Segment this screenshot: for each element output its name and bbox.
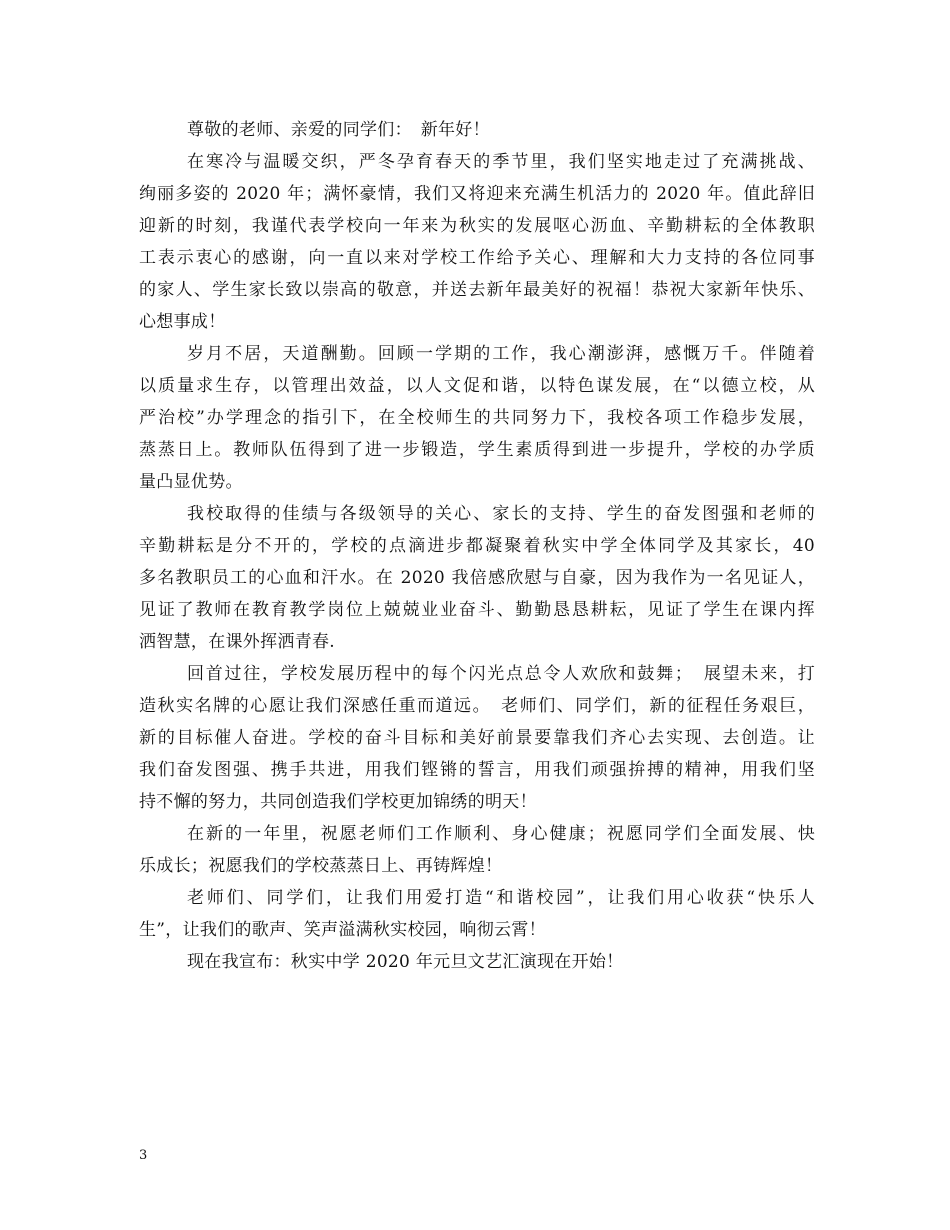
text-line: 以质量求生存，以管理出效益，以人文促和谐，以特色谋发展，在“以德立校，从 <box>139 376 815 396</box>
text-line: 心想事成！ <box>139 312 226 332</box>
text-line: 在新的一年里，祝愿老师们工作顺利、身心健康；祝愿同学们全面发展、快 <box>187 824 815 844</box>
text-line: 严治校”办学理念的指引下，在全校师生的共同努力下，我校各项工作稳步发展， <box>139 408 815 428</box>
text-line: 量凸显优势。 <box>139 472 243 492</box>
text-line: 老师们、同学们，让我们用爱打造“和谐校园”，让我们用心收获“快乐人 <box>187 888 815 908</box>
text-line: 蒸蒸日上。教师队伍得到了进一步锻造，学生素质得到进一步提升，学校的办学质 <box>139 440 815 460</box>
text-line: 洒智慧，在课外挥洒青春. <box>139 632 336 652</box>
text-line: 绚丽多姿的 2020 年；满怀豪情，我们又将迎来充满生机活力的 2020 年。值此辞旧 <box>139 184 815 204</box>
text-line: 辛勤耕耘是分不开的，学校的点滴进步都凝聚着秋实中学全体同学及其家长，40 <box>139 536 815 556</box>
text-line: 乐成长；祝愿我们的学校蒸蒸日上、再铸辉煌！ <box>139 856 503 876</box>
text-line: 回首过往，学校发展历程中的每个闪光点总令人欢欣和鼓舞； 展望未来，打 <box>187 664 815 684</box>
text-line: 我们奋发图强、携手共进，用我们铿锵的誓言，用我们顽强拚搏的精神，用我们坚 <box>139 760 815 780</box>
speech-body <box>139 114 815 978</box>
text-line: 的家人、学生家长致以崇高的敬意，并送去新年最美好的祝福！恭祝大家新年快乐、 <box>139 280 815 300</box>
text-line: 现在我宣布：秋实中学 2020 年元旦文艺汇演现在开始！ <box>187 952 624 972</box>
text-line: 在寒冷与温暖交织，严冬孕育春天的季节里，我们坚实地走过了充满挑战、 <box>187 152 815 172</box>
text-line: 生”，让我们的歌声、笑声溢满秋实校园，响彻云霄！ <box>139 920 546 940</box>
text-line: 造秋实名牌的心愿让我们深感任重而道远。 老师们、同学们，新的征程任务艰巨， <box>139 696 815 716</box>
text-line: 岁月不居，天道酬勤。回顾一学期的工作，我心潮澎湃，感慨万千。伴随着 <box>187 344 815 364</box>
text-line: 多名教职员工的心血和汗水。在 2020 我倍感欣慰与自豪，因为我作为一名见证人， <box>139 568 815 588</box>
text-line: 迎新的时刻，我谨代表学校向一年来为秋实的发展呕心沥血、辛勤耕耘的全体教职 <box>139 216 815 236</box>
text-line: 新的目标催人奋进。学校的奋斗目标和美好前景要靠我们齐心去实现、去创造。让 <box>139 728 815 748</box>
text-line: 工表示衷心的感谢，向一直以来对学校工作给予关心、理解和大力支持的各位同事 <box>139 248 815 268</box>
text-line: 持不懈的努力，共同创造我们学校更加锦绣的明天！ <box>139 792 537 812</box>
text-line: 我校取得的佳绩与各级领导的关心、家长的支持、学生的奋发图强和老师的 <box>187 504 815 524</box>
page-number: 3 <box>139 1148 148 1163</box>
text-line: 见证了教师在教育教学岗位上兢兢业业奋斗、勤勤恳恳耕耘，见证了学生在课内挥 <box>139 600 815 620</box>
text-line: 尊敬的老师、亲爱的同学们： 新年好！ <box>187 120 490 140</box>
